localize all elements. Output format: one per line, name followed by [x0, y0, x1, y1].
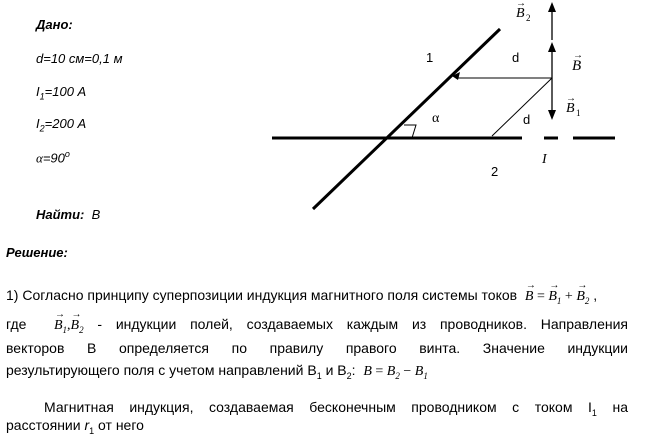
- label-wire-2: 2: [491, 164, 499, 179]
- solution-line-3: векторов В определяется по правилу правого винта. Значение индукции: [6, 340, 628, 356]
- solution-heading: Решение:: [6, 245, 68, 260]
- label-b2-arrow-glyph: →: [516, 0, 526, 9]
- label-alpha: α: [432, 111, 440, 126]
- label-b2: B: [516, 6, 525, 21]
- solution-line-4: результирующего поля с учетом направлений $B_1$ и $B_2$: $B = B_2 - B_1$: [6, 362, 428, 381]
- label-b: B: [572, 58, 582, 74]
- label-b1: B: [566, 101, 575, 116]
- wire-1: [313, 29, 500, 209]
- vector-b2-arrowhead: [548, 2, 556, 12]
- given-heading: Дано:: [36, 17, 73, 32]
- label-wire-1: 1: [426, 50, 434, 65]
- given-i2: $I_2=200$ А: [36, 116, 87, 134]
- vector-b1-arrowhead: [548, 110, 556, 120]
- solution-line-5: Магнитная индукция, создаваемая бесконечным проводником с током $I_1$ на: [44, 399, 628, 418]
- wire-diagram: [230, 0, 630, 215]
- vector-b-arrowhead: [548, 42, 556, 52]
- label-d-top: d: [512, 50, 520, 65]
- distance-d-bottom: [492, 78, 552, 136]
- label-b2-sub: 2: [526, 13, 531, 23]
- find-line: Найти: B: [36, 207, 101, 222]
- label-b1-arrow-glyph: →: [566, 93, 576, 104]
- label-current-i: I: [542, 152, 547, 167]
- solution-line-6: расстоянии $r_1$ от него: [6, 417, 144, 436]
- label-d-bottom: d: [523, 112, 531, 127]
- solution-line-1: 1) Согласно принципу суперпозиции индукция магнитного поля системы токов → B = → $B_1$ + → $B_2$ ,: [6, 284, 628, 312]
- given-alpha: $\alpha=90^о$: [36, 149, 70, 166]
- solution-line-2: где → $B_1,\to B_2$ - индукции полей, создаваемых каждым из проводников. Направления: [6, 313, 628, 341]
- given-d: d=10 см=0,1 м: [36, 51, 123, 66]
- given-i1: $I_1=100$ А: [36, 84, 87, 102]
- label-b1-sub: 1: [576, 108, 581, 118]
- right-angle-mark: [404, 125, 416, 138]
- label-b-arrow-glyph: →: [573, 50, 583, 61]
